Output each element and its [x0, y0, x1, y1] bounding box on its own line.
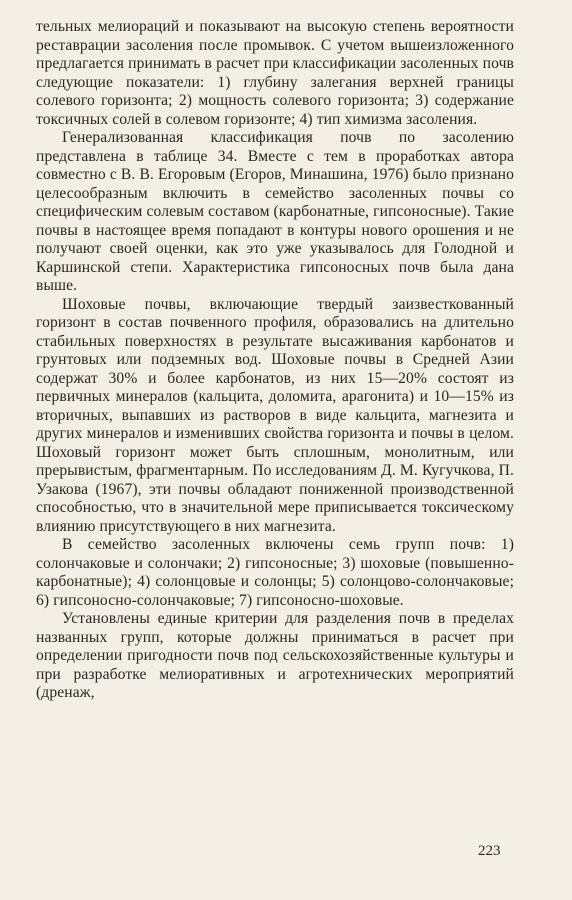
paragraph-3: Шоховые почвы, включающие твердый заизвесткованный горизонт в состав почвенного профиля, образовались на длительно стабильных поверхностях в результате высаживания карбонатов и грунтовых или подземных вод. Шоховые почвы в Средней Азии содержат 30% и более карбонатов, из них 15—20% состоят из первичных минералов (кальцита, доломита, арагонита) и 10—15% из вторичных, выпавших из растворов в виде кальцита, магнезита и других минералов и изменивших свойства горизонта и почвы в целом. Шоховый горизонт может быть сплошным, монолитным, или прерывистым, фрагментарным. По исследованиям Д. М. Кугучкова, П. Узакова (1967), эти почвы обладают пониженной производственной способностью, что в значительной мере приписывается токсическому влиянию присутствующего в них магнезита.: [36, 295, 514, 535]
paragraph-4: В семейство засоленных включены семь групп почв: 1) солончаковые и солончаки; 2) гипсоносные; 3) шоховые (повышенно-карбонатные); 4) солонцовые и солонцы; 5) солонцово-солончаковые; 6) гипсоносно-солончаковые; 7) гипсоносно-шоховые.: [36, 536, 514, 609]
paragraph-1: тельных мелиораций и показывают на высокую степень вероятности реставрации засоления после промывок. С учетом вышеизложенного предлагается принимать в расчет при классификации засоленных почв следующие показатели: 1) глубину залегания верхней границы солевого горизонта; 2) мощность солевого горизонта; 3) содержание токсичных солей в солевом горизонте; 4) тип химизма засоления.: [36, 18, 514, 128]
body-text: [36, 18, 514, 703]
paragraph-2: Генерализованная классификация почв по засолению представлена в таблице 34. Вместе с тем в проработках автора совместно с В. В. Егоровым (Егоров, Минашина, 1976) было признано целесообразным включить в семейство засоленных почвы со специфическим солевым составом (карбонатные, гипсоносные). Такие почвы в настоящее время попадают в контуры нового орошения и не получают своей оценки, как это уже указывалось для Голодной и Каршинской степи. Характеристика гипсоносных почв была дана выше.: [36, 129, 514, 294]
page-number: 223: [478, 843, 501, 859]
paragraph-5: Установлены единые критерии для разделения почв в пределах названных групп, которые должны приниматься в расчет при определении пригодности почв под сельскохозяйственные культуры и при разработке мелиоративных и агротехнических мероприятий (дренаж,: [36, 610, 514, 701]
